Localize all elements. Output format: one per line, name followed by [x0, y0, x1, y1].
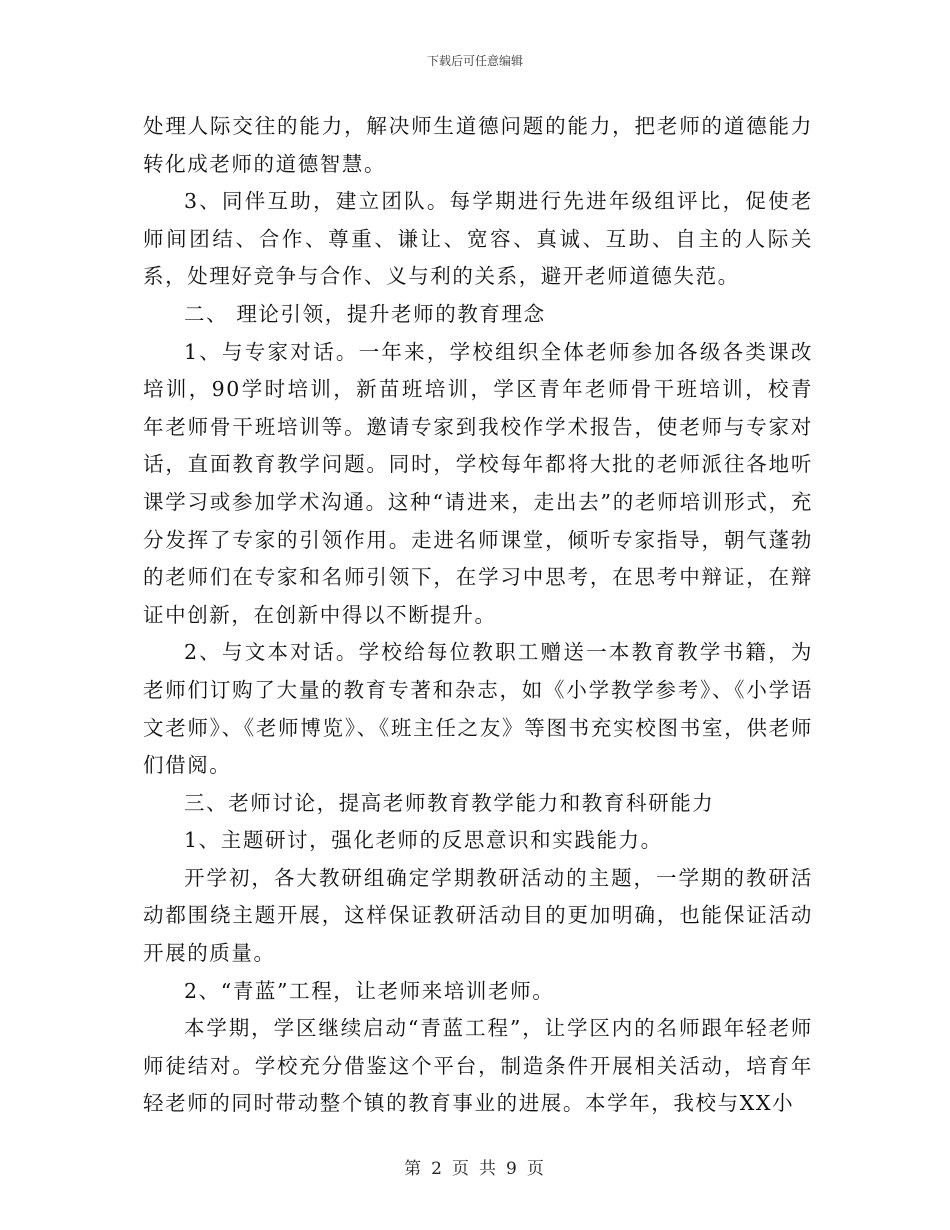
page-footer: [0, 1154, 950, 1179]
section-heading-theory: 二、 理论引领，提升老师的教育理念: [184, 301, 546, 326]
paragraph-expert-dialogue: 1、与专家对话。一年来，学校组织全体老师参加各级各类课改培训，90学时培训，新苗班培训，学区青年老师骨干班培训，校青年老师骨干班培训等。邀请专家到我校作学术报告，使老师与专家对话，直面教育教学问题。同时，学校每年都将大批的老师派往各地听课学习或参加学术沟通。这种“请进来，走出去”的老师培训形式，充分发挥了专家的引领作用。走进名师课堂，倾听专家指导，朝气蓬勃的老师们在专家和名师引领下，在学习中思考，在思考中辩证，在辩证中创新，在创新中得以不断提升。: [143, 339, 813, 627]
document-body: [143, 108, 813, 1123]
paragraph-semester-start: 开学初，各大教研组确定学期教研活动的主题，一学期的教研活动都围绕主题开展，这样保证教研活动目的更加明确，也能保证活动开展的质量。: [143, 865, 813, 966]
footer-suffix: 页: [526, 1159, 546, 1179]
subheading-topic-research: 1、主题研讨，强化老师的反思意识和实践能力。: [184, 828, 663, 853]
paragraph-peer-support: 3、同伴互助，建立团队。每学期进行先进年级组评比，促使老师间团结、合作、尊重、谦让、宽容、真诚、互助、自主的人际关系，处理好竞争与合作、义与利的关系，避开老师道德失范。: [143, 189, 813, 289]
footer-prefix: 第: [404, 1159, 424, 1179]
paragraph-qinglan-detail: 本学期，学区继续启动“青蓝工程”，让学区内的名师跟年轻老师师徒结对。学校充分借鉴这个平台，制造条件开展相关活动，培育年轻老师的同时带动整个镇的教育事业的进展。本学年，我校与XX小: [143, 1016, 813, 1116]
footer-current-page: 2: [431, 1159, 444, 1179]
footer-total-pages: 9: [506, 1159, 519, 1179]
section-heading-discussion: 三、老师讨论，提高老师教育教学能力和教育科研能力: [184, 790, 715, 815]
paragraph-continuation: 处理人际交往的能力，解决师生道德问题的能力，把老师的道德能力转化成老师的道德智慧。: [143, 114, 813, 176]
paragraph-text-dialogue: 2、与文本对话。学校给每位教职工赠送一本教育教学书籍，为老师们订购了大量的教育专著和杂志，如《小学教学参考》、《小学语文老师》、《老师博览》、《班主任之友》等图书充实校图书室，供老师们借阅。: [143, 640, 813, 778]
footer-page-unit: 页: [452, 1159, 471, 1179]
footer-total-word: 共: [479, 1159, 498, 1179]
page-header: 下载后可任意编辑: [426, 54, 523, 68]
subheading-qinglan-project: 2、“青蓝”工程，让老师来培训老师。: [184, 978, 555, 1003]
